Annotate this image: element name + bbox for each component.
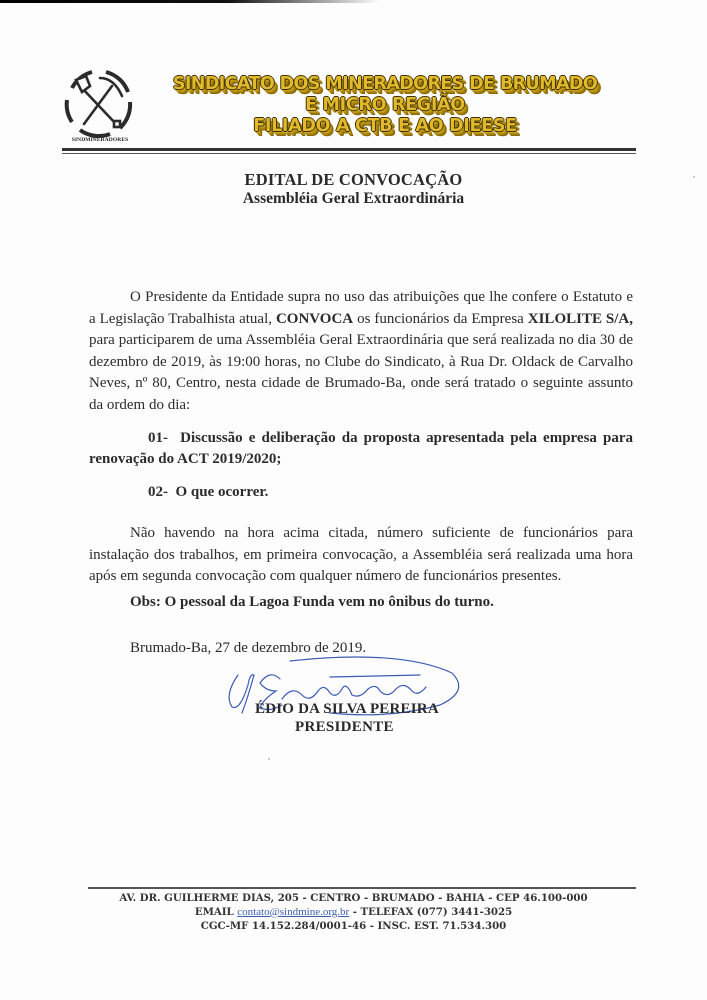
quorum-paragraph: Não havendo na hora acima citada, número suficiente de funcionários para instalação dos trabalhos, em primeira convocação, a Assembléia será realizada uma hora após em segunda convocação com qualquer número de funcionários presentes. [89, 525, 633, 585]
agenda-number: 01- [148, 430, 168, 446]
intro-text-2: os funcionários da Empresa [353, 310, 528, 327]
org-line-1: SINDICATO DOS MINERADORES DE BRUMADO [172, 74, 598, 94]
footer-contact [0, 906, 707, 920]
email-link[interactable]: contato@sindmine.org.br [237, 905, 350, 918]
scan-speck [268, 758, 270, 760]
agenda-number: 02- [148, 484, 168, 500]
agenda-item-2 [148, 484, 268, 501]
header-rule-thick [62, 148, 636, 151]
company-name: XILOLITE S/A, [527, 310, 633, 327]
signer-role: PRESIDENTE [295, 719, 394, 735]
footer-registry: CGC-MF 14.152.284/0001-46 - INSC. EST. 71.534.300 [200, 919, 507, 932]
header-rule-thin [62, 153, 636, 154]
agenda-text: O que ocorrer. [175, 484, 269, 500]
place-date: Brumado-Ba, 27 de dezembro de 2019. [130, 640, 367, 656]
document-subtitle: Assembléia Geral Extraordinária [242, 190, 465, 207]
organization-name [150, 74, 620, 137]
footer [0, 892, 707, 933]
intro-text-3: para participarem de uma Assembléia Geral Extraordinária que será realizada no dia 30 de dezembro de 2019, às 19:00 horas, no Clube do Sindicato, à Rua Dr. Oldack de Carvalho Neves, nº 80, Centro, nesta cidade de Brumado-Ba, onde será tratado o seguinte assunto da ordem do dia: [89, 332, 633, 413]
scan-speck [693, 176, 695, 178]
intro-text-1: O Presidente da Entidade supra no uso das atribuições que lhe confere o Estatuto e a Legislação Trabalhista atual, [89, 289, 633, 327]
intro-paragraph [89, 287, 633, 417]
document-title: EDITAL DE CONVOCAÇÃO [244, 170, 463, 189]
org-line-2: E MICRO REGIÃO [305, 95, 465, 115]
org-line-3: FILIADO A CTB E AO DIEESE [253, 116, 517, 136]
scan-edge-shadow [0, 0, 380, 3]
agenda-text: Discussão e deliberação da proposta apresentada pela empresa para renovação do ACT 2019/2020; [89, 430, 633, 467]
observation-note: Obs: O pessoal da Lagoa Funda vem no ônibus do turno. [130, 594, 494, 610]
convoca-keyword: CONVOCA [275, 310, 354, 327]
footer-address: AV. DR. GUILHERME DIAS, 205 - CENTRO - BRUMADO - BAHIA - CEP 46.100-000 [119, 892, 588, 904]
footer-rule [88, 887, 636, 889]
email-label: EMAIL [194, 905, 234, 918]
signer-name: ÉDIO DA SILVA PEREIRA [255, 701, 439, 717]
logo-caption: SINDMINERADORES [71, 137, 129, 143]
telefax: - TELEFAX (077) 3441-3025 [349, 905, 513, 918]
pickaxe-shovel-logo-icon [62, 66, 136, 146]
agenda-item-1 [89, 428, 633, 470]
